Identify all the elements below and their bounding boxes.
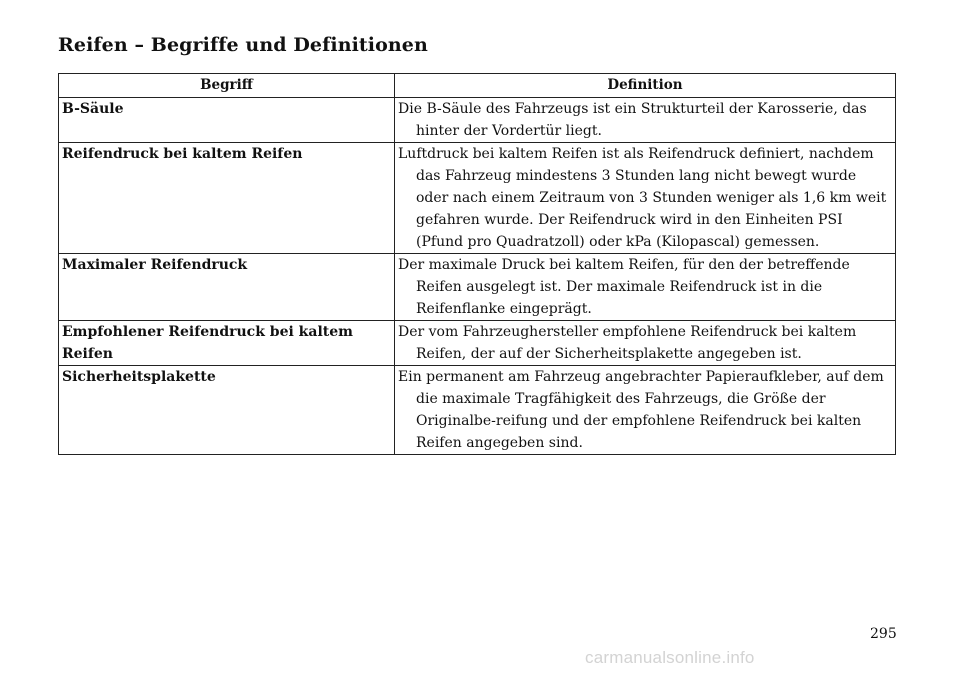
table-header-row	[59, 74, 896, 98]
table-row	[59, 321, 896, 366]
watermark: carmanualsonline.info	[585, 648, 755, 667]
term-cell: Sicherheitsplakette	[59, 366, 395, 455]
header-definition: Definition	[395, 74, 896, 98]
table-row	[59, 143, 896, 254]
definition-text: Die B-Säule des Fahrzeugs ist ein Strukturteil der Karosserie, das hinter der Vordertür liegt.	[398, 101, 867, 139]
definition-cell	[395, 254, 896, 321]
page-number: 295	[870, 626, 897, 642]
definition-text: Ein permanent am Fahrzeug angebrachter Papieraufkleber, auf dem die maximale Tragfähigkeit des Fahrzeugs, die Größe der Originalbe-reifung und der empfohlene Reifendruck bei kalten Reifen angegeben sind.	[398, 369, 884, 451]
table-row	[59, 98, 896, 143]
term-cell: Reifendruck bei kaltem Reifen	[59, 143, 395, 254]
definition-cell	[395, 366, 896, 455]
definition-text: Luftdruck bei kaltem Reifen ist als Reifendruck definiert, nachdem das Fahrzeug mindestens 3 Stunden lang nicht bewegt wurde oder nach einem Zeitraum von 3 Stunden weniger als 1,6 km weit gefahren wurde. Der Reifendruck wird in den Einheiten PSI (Pfund pro Quadratzoll) oder kPa (Kilopascal) gemessen.	[398, 146, 887, 250]
definition-cell	[395, 321, 896, 366]
definitions-table	[58, 73, 896, 455]
definition-cell	[395, 98, 896, 143]
term-cell: B-Säule	[59, 98, 395, 143]
definition-cell	[395, 143, 896, 254]
table-row	[59, 366, 896, 455]
header-term: Begriff	[59, 74, 395, 98]
term-cell: Empfohlener Reifendruck bei kaltem Reifen	[59, 321, 395, 366]
definition-text: Der vom Fahrzeughersteller empfohlene Reifendruck bei kaltem Reifen, der auf der Sicherheitsplakette angegeben ist.	[398, 324, 857, 362]
term-cell: Maximaler Reifendruck	[59, 254, 395, 321]
page-title: Reifen – Begriffe und Definitionen	[58, 34, 428, 56]
table-row	[59, 254, 896, 321]
definition-text: Der maximale Druck bei kaltem Reifen, für den der betreffende Reifen ausgelegt ist. Der maximale Reifendruck ist in die Reifenflanke eingeprägt.	[398, 257, 850, 317]
